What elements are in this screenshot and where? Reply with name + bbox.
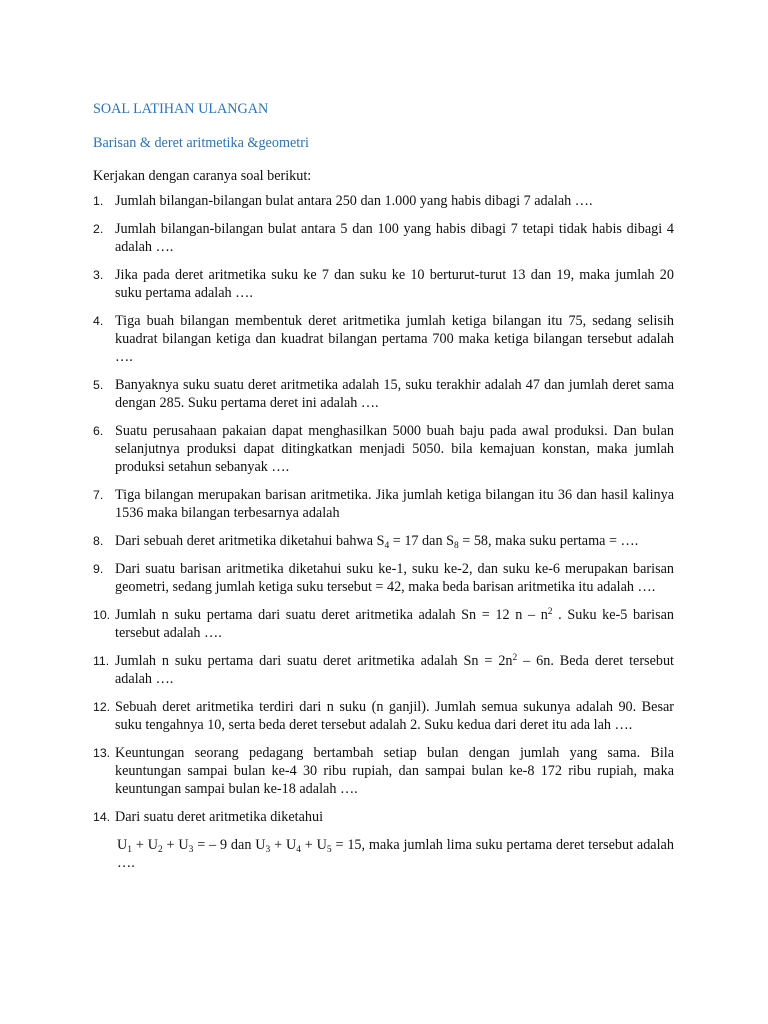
subscript: 1: [127, 845, 132, 855]
subscript: 8: [453, 541, 459, 551]
question-number: 7.: [93, 488, 104, 502]
question-text: [115, 607, 674, 641]
question-14-continuation: [93, 836, 674, 872]
question-item: [93, 486, 674, 522]
question-number: 2.: [93, 222, 104, 236]
document-subtitle: Barisan & deret aritmetika &geometri: [93, 135, 309, 151]
question-text: Jumlah bilangan-bilangan bulat antara 250 dan 1.000 yang habis dibagi 7 adalah ….: [115, 193, 593, 209]
question-text: Suatu perusahaan pakaian dapat menghasilkan 5000 buah baju pada awal produksi. Dan bulan selanjutnya produksi dapat ditingkatkan menjadi 5050. bila kemajuan konstan, maka jumlah produksi setahun sebanyak ….: [115, 423, 674, 475]
question-number: 9.: [93, 562, 104, 576]
question-item: [93, 698, 674, 734]
subscript: 3: [265, 845, 271, 855]
var-u: U: [255, 837, 266, 853]
question-item: [93, 808, 674, 826]
question-number: 1.: [93, 194, 104, 208]
var-u: U: [178, 837, 189, 853]
text-fragment: . Suku ke-5 barisan tersebut adalah ….: [115, 607, 674, 641]
question-item: [93, 606, 674, 642]
question-list: [93, 192, 674, 826]
var-u: U: [285, 837, 297, 853]
question-text: Sebuah deret aritmetika terdiri dari n suku (n ganjil). Jumlah semua sukunya adalah 90. Besar suku tengahnya 10, serta beda deret tersebut adalah 2. Suku kedua dari deret itu ada lah ….: [115, 699, 674, 733]
text-fragment: Jumlah n suku pertama dari suatu deret aritmetika adalah Sn = 2n: [115, 653, 513, 669]
question-number: 3.: [93, 268, 104, 282]
superscript: 2: [512, 653, 518, 663]
question-number: 13.: [93, 746, 111, 760]
question-item: [93, 266, 674, 302]
equation-part: = – 9 dan: [193, 837, 256, 853]
question-item: [93, 422, 674, 476]
document-content: [93, 99, 674, 872]
subscript: 2: [157, 845, 163, 855]
question-text: Banyaknya suku suatu deret aritmetika adalah 15, suku terakhir adalah 47 dan jumlah deret sama dengan 285. Suku pertama deret ini adalah ….: [115, 377, 674, 411]
question-text: Jumlah bilangan-bilangan bulat antara 5 dan 100 yang habis dibagi 7 tetapi tidak habis dibagi 4 adalah ….: [115, 221, 674, 255]
operator: +: [132, 837, 148, 853]
subscript: 5: [326, 845, 332, 855]
var-u: U: [117, 837, 128, 853]
question-item: [93, 376, 674, 412]
operator: +: [270, 837, 286, 853]
var-u: U: [147, 837, 158, 853]
instructions: Kerjakan dengan caranya soal berikut:: [93, 168, 312, 184]
question-number: 8.: [93, 534, 104, 548]
superscript: 2: [547, 607, 553, 617]
var-u: U: [316, 837, 327, 853]
question-text: Jika pada deret aritmetika suku ke 7 dan suku ke 10 berturut-turut 13 dan 19, maka jumlah 20 suku pertama adalah ….: [115, 267, 674, 301]
text-fragment: Dari sebuah deret aritmetika diketahui bahwa S: [115, 533, 385, 549]
question-number: 4.: [93, 314, 104, 328]
subscript: 4: [384, 541, 390, 551]
question-number: 6.: [93, 424, 104, 438]
question-item: [93, 744, 674, 798]
subscript: 4: [296, 845, 301, 855]
question-number: 10.: [93, 608, 111, 622]
text-fragment: = 17 dan S: [389, 533, 454, 549]
question-number: 12.: [93, 700, 111, 714]
text-fragment: = 58, maka suku pertama = ….: [458, 533, 639, 549]
question-item: [93, 532, 674, 550]
question-item: [93, 312, 674, 366]
question-item: [93, 652, 674, 688]
equation-part: = 15, maka jumlah lima suku pertama deret tersebut adalah ….: [117, 837, 674, 871]
question-text: Keuntungan seorang pedagang bertambah setiap bulan dengan jumlah yang sama. Bila keuntungan sampai bulan ke-4 30 ribu rupiah, dan sampai bulan ke-8 172 ribu rupiah, maka keuntungan sampai bulan ke-18 adalah ….: [115, 745, 674, 797]
question-text: Dari suatu barisan aritmetika diketahui suku ke-1, suku ke-2, dan suku ke-6 merupakan barisan geometri, sedang jumlah ketiga suku tersebut = 42, maka beda barisan aritmetika itu adalah ….: [115, 561, 674, 595]
question-text: Dari suatu deret aritmetika diketahui: [115, 809, 324, 825]
text-fragment: – 6n. Beda deret tersebut adalah ….: [115, 653, 674, 687]
question-number: 11.: [93, 654, 110, 668]
question-text: Tiga bilangan merupakan barisan aritmetika. Jika jumlah ketiga bilangan itu 36 dan hasil kalinya 1536 maka bilangan terbesarnya adalah: [115, 487, 674, 521]
question-text: Tiga buah bilangan membentuk deret aritmetika jumlah ketiga bilangan itu 75, sedang selisih kuadrat bilangan ketiga dan kuadrat bilangan pertama 700 maka ketiga bilangan tersebut adalah ….: [115, 313, 674, 365]
operator: +: [300, 837, 317, 853]
subscript: 3: [188, 845, 194, 855]
document-title: SOAL LATIHAN ULANGAN: [93, 101, 269, 117]
question-number: 14.: [93, 810, 111, 824]
question-number: 5.: [93, 378, 104, 392]
text-fragment: Jumlah n suku pertama dari suatu deret aritmetika adalah Sn = 12 n – n: [115, 607, 548, 623]
operator: +: [162, 837, 179, 853]
question-text: [115, 653, 674, 687]
question-item: [93, 560, 674, 596]
question-item: [93, 192, 674, 210]
question-text: [115, 533, 638, 549]
question-item: [93, 220, 674, 256]
